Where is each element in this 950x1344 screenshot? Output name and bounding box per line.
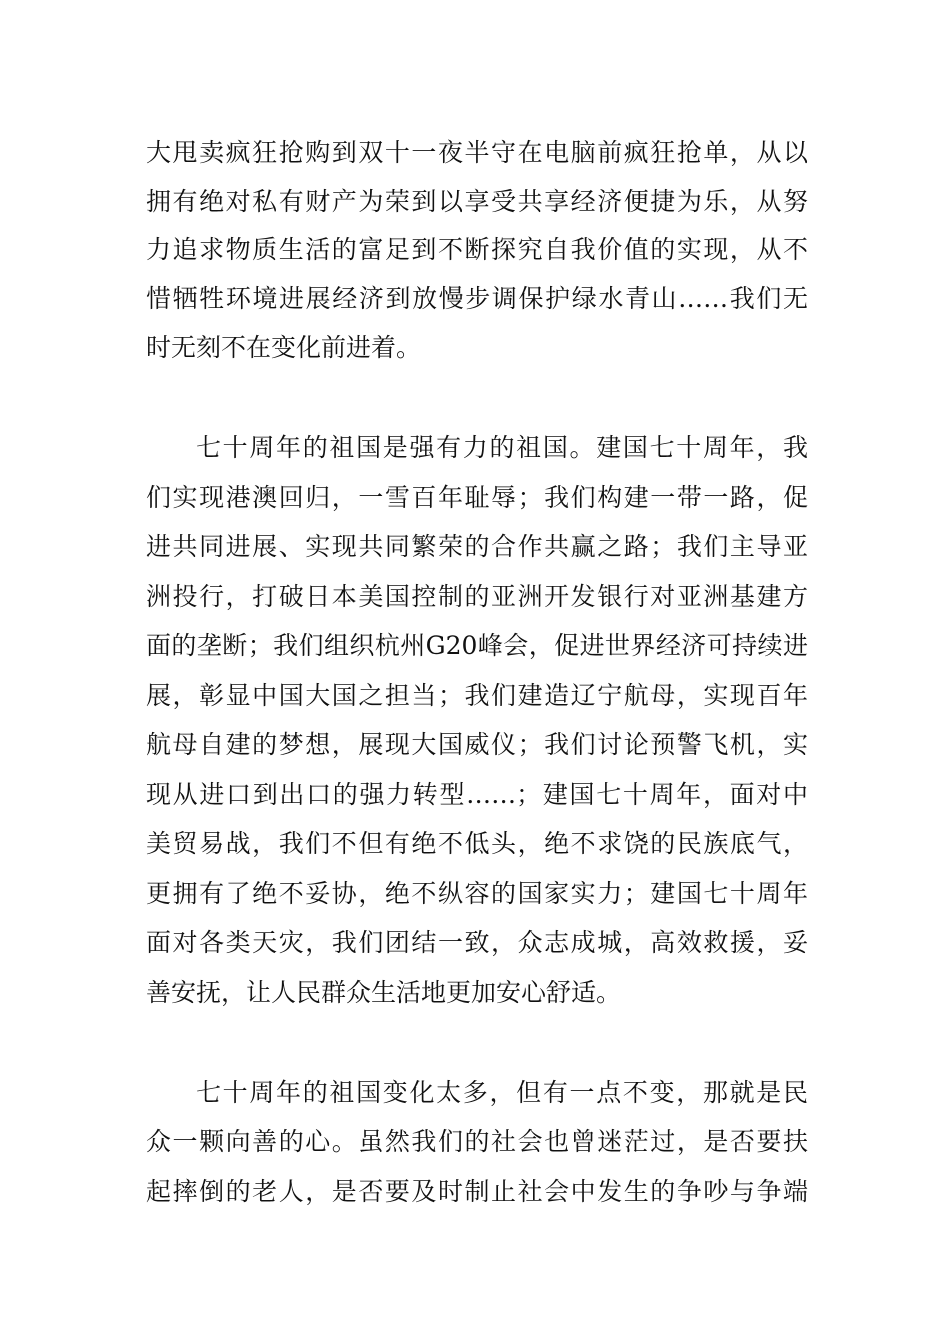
paragraph-3-line-3: 起摔倒的老人，是否要及时制止社会中发生的争吵与争端 bbox=[146, 1177, 808, 1206]
paragraph-2-line-7: 航母自建的梦想，展现大国威仪；我们讨论预警飞机，实 bbox=[146, 730, 808, 759]
paragraph-3-line-1: 七十周年的祖国变化太多，但有一点不变，那就是民 bbox=[196, 1078, 808, 1107]
paragraph-1-line-4: 惜牺牲环境进展经济到放慢步调保护绿水青山……我们无 bbox=[146, 284, 808, 313]
paragraph-2-line-10: 更拥有了绝不妥协，绝不纵容的国家实力；建国七十周年 bbox=[146, 879, 808, 908]
paragraph-2-line-4: 洲投行，打破日本美国控制的亚洲开发银行对亚洲基建方 bbox=[146, 582, 808, 611]
paragraph-1-line-5: 时无刻不在变化前进着。 bbox=[146, 333, 422, 362]
paragraph-1-line-2: 拥有绝对私有财产为荣到以享受共享经济便捷为乐，从努 bbox=[146, 187, 808, 216]
paragraph-2-line-2: 们实现港澳回归，一雪百年耻辱；我们构建一带一路，促 bbox=[146, 483, 808, 512]
paragraph-2-line-5: 面的垄断；我们组织杭州G20峰会，促进世界经济可持续进 bbox=[146, 631, 808, 660]
paragraph-2-line-6: 展，彰显中国大国之担当；我们建造辽宁航母，实现百年 bbox=[146, 681, 808, 710]
paragraph-2-line-1: 七十周年的祖国是强有力的祖国。建国七十周年，我 bbox=[196, 433, 808, 462]
paragraph-2-line-3: 进共同进展、实现共同繁荣的合作共赢之路；我们主导亚 bbox=[146, 532, 808, 561]
paragraph-2-line-12: 善安抚，让人民群众生活地更加安心舒适。 bbox=[146, 978, 622, 1007]
paragraph-2-line-8: 现从进口到出口的强力转型……；建国七十周年，面对中 bbox=[146, 780, 808, 809]
paragraph-2-line-9: 美贸易战，我们不但有绝不低头，绝不求饶的民族底气， bbox=[146, 829, 808, 858]
paragraph-1-line-1: 大甩卖疯狂抢购到双十一夜半守在电脑前疯狂抢单，从以 bbox=[146, 138, 808, 167]
paragraph-1-line-3: 力追求物质生活的富足到不断探究自我价值的实现，从不 bbox=[146, 235, 808, 264]
paragraph-3-line-2: 众一颗向善的心。虽然我们的社会也曾迷茫过，是否要扶 bbox=[146, 1127, 808, 1156]
paragraph-2-line-11: 面对各类天灾，我们团结一致，众志成城，高效救援，妥 bbox=[146, 928, 808, 957]
